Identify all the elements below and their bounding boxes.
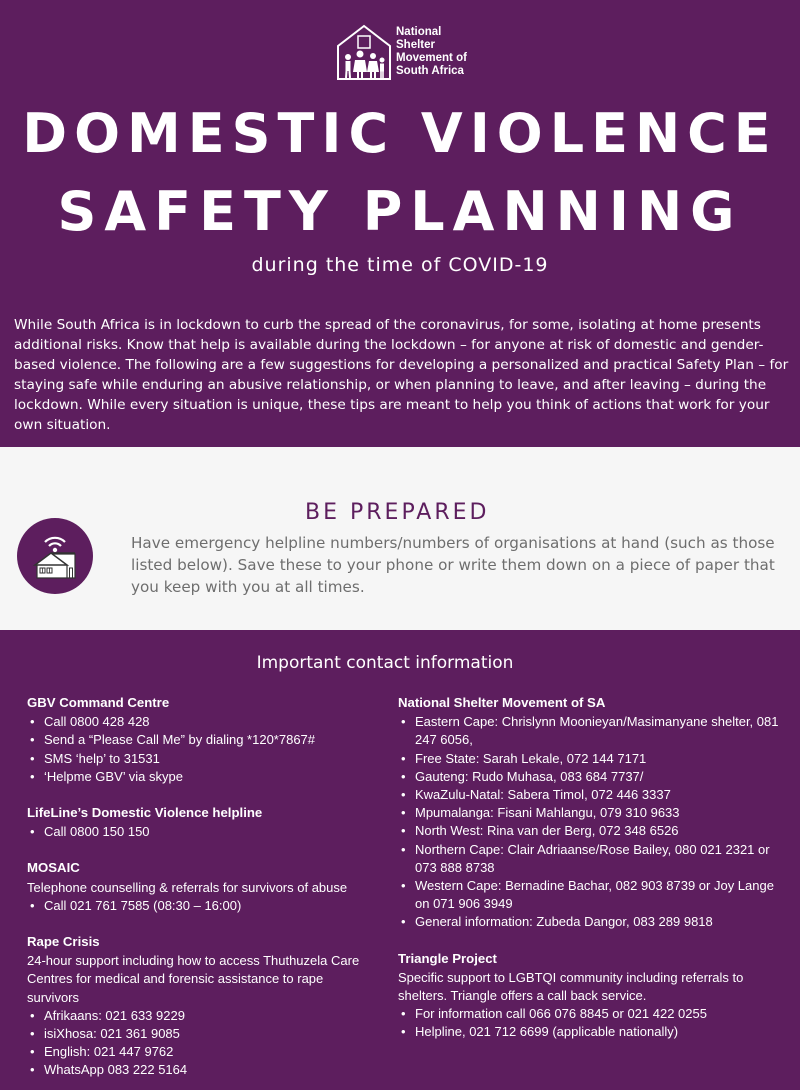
contact-list-item: • English: 021 447 9762 [27,1043,377,1061]
page-title-line-1: DOMESTIC VIOLENCE [22,102,778,165]
intro-paragraph: While South Africa is in lockdown to curb the spread of the coronavirus, for some, isolating at home presents additional risks. Know that help is available during the lockdown – for anyone at risk of domestic and gender-based violence. The following are a few suggestions for developing a personalized and practical Safety Plan – for staying safe while enduring an abusive relationship, or when planning to leave, and after leaving – during the lockdown. While every situation is unique, these tips are meant to help you think of actions that work for your own situation. [14,317,789,433]
contact-list-item: • Free State: Sarah Lekale, 072 144 7171 [398,750,788,768]
contact-list [398,713,788,931]
logo-line: Shelter [396,39,435,51]
contact-org-name: Rape Crisis [27,934,100,950]
be-prepared-text: Have emergency helpline numbers/numbers of organisations at hand (such as those listed below). Save these to your phone or write them down on a piece of paper that you keep with you at all times. [131,534,775,596]
logo [336,24,476,82]
logo-line: National [396,26,442,38]
page-title-line-2: SAFETY PLANNING [57,180,743,243]
contact-org-description: 24-hour support including how to access Thuthuzela Care Centres for medical and forensic assistance to rape survivors [27,953,360,1005]
contact-list-item: • Eastern Cape: Chrislynn Moonieyan/Masimanyane shelter, 081 247 6056, [398,713,788,749]
contact-org [27,694,377,786]
contact-list-item: • KwaZulu-Natal: Sabera Timol, 072 446 3337 [398,786,788,804]
contact-list [398,1005,788,1041]
contact-org-description: Specific support to LGBTQI community including referrals to shelters. Triangle offers a call back service. [398,969,744,1004]
contact-list-item: • WhatsApp 083 222 5164 [27,1061,377,1079]
logo-line: Movement of [396,52,467,64]
header-section [0,0,800,447]
contact-list [27,823,377,841]
contact-org-name: National Shelter Movement of SA [398,695,606,710]
contact-list-item: • Send a “Please Call Me” by dialing *120*7867# [27,731,377,749]
contact-list [27,1007,377,1080]
contacts-left-column [27,694,377,1090]
contact-org-name: Triangle Project [398,950,497,966]
contact-org-name: LifeLine’s Domestic Violence helpline [27,805,263,821]
contact-list-item: • SMS ‘help’ to 31531 [27,750,377,768]
contact-list-item: • Western Cape: Bernadine Bachar, 082 903 8739 or Joy Lange on 071 906 3949 [398,877,788,913]
shelter-logo-icon [336,24,392,82]
contacts-section [0,630,800,1090]
contact-org-name: GBV Command Centre [27,695,170,710]
contact-list-item: • North West: Rina van der Berg, 072 348 6526 [398,822,788,840]
page-subtitle: during the time of COVID-19 [251,254,549,276]
contact-org [27,804,377,841]
contacts-heading: Important contact information [256,653,514,673]
contact-org [398,694,788,932]
contact-list-item: • Call 021 761 7585 (08:30 – 16:00) [27,897,377,915]
contact-list-item: • For information call 066 076 8845 or 021 422 0255 [398,1005,788,1023]
contact-list-item: • General information: Zubeda Dangor, 083 289 9818 [398,913,788,931]
contact-list-item: • Call 0800 150 150 [27,823,377,841]
contact-list-item: • Call 0800 428 428 [27,713,377,731]
contact-list-item: • Gauteng: Rudo Muhasa, 083 684 7737/ [398,768,788,786]
contact-list-item: • isiXhosa: 021 361 9085 [27,1025,377,1043]
contact-org-description: Telephone counselling & referrals for survivors of abuse [27,879,348,895]
contact-org-name: MOSAIC [27,860,80,876]
contact-list [27,897,377,915]
contact-list-item: • Helpline, 021 712 6699 (applicable nationally) [398,1023,788,1041]
be-prepared-heading: BE PREPARED [305,500,490,525]
contact-org [398,950,788,1042]
contact-list [27,713,377,786]
contacts-right-column [398,694,788,1060]
contact-org [27,933,377,1080]
house-wifi-icon [17,518,93,594]
contact-list-item: • ‘Helpme GBV’ via skype [27,768,377,786]
contact-org [27,859,377,915]
contact-list-item: • Northern Cape: Clair Adriaanse/Rose Bailey, 080 021 2321 or 073 888 8738 [398,841,788,877]
contact-list-item: • Afrikaans: 021 633 9229 [27,1007,377,1025]
be-prepared-section [0,447,800,630]
logo-line: South Africa [396,65,464,77]
logo-text [396,26,467,78]
contact-list-item: • Mpumalanga: Fisani Mahlangu, 079 310 9633 [398,804,788,822]
